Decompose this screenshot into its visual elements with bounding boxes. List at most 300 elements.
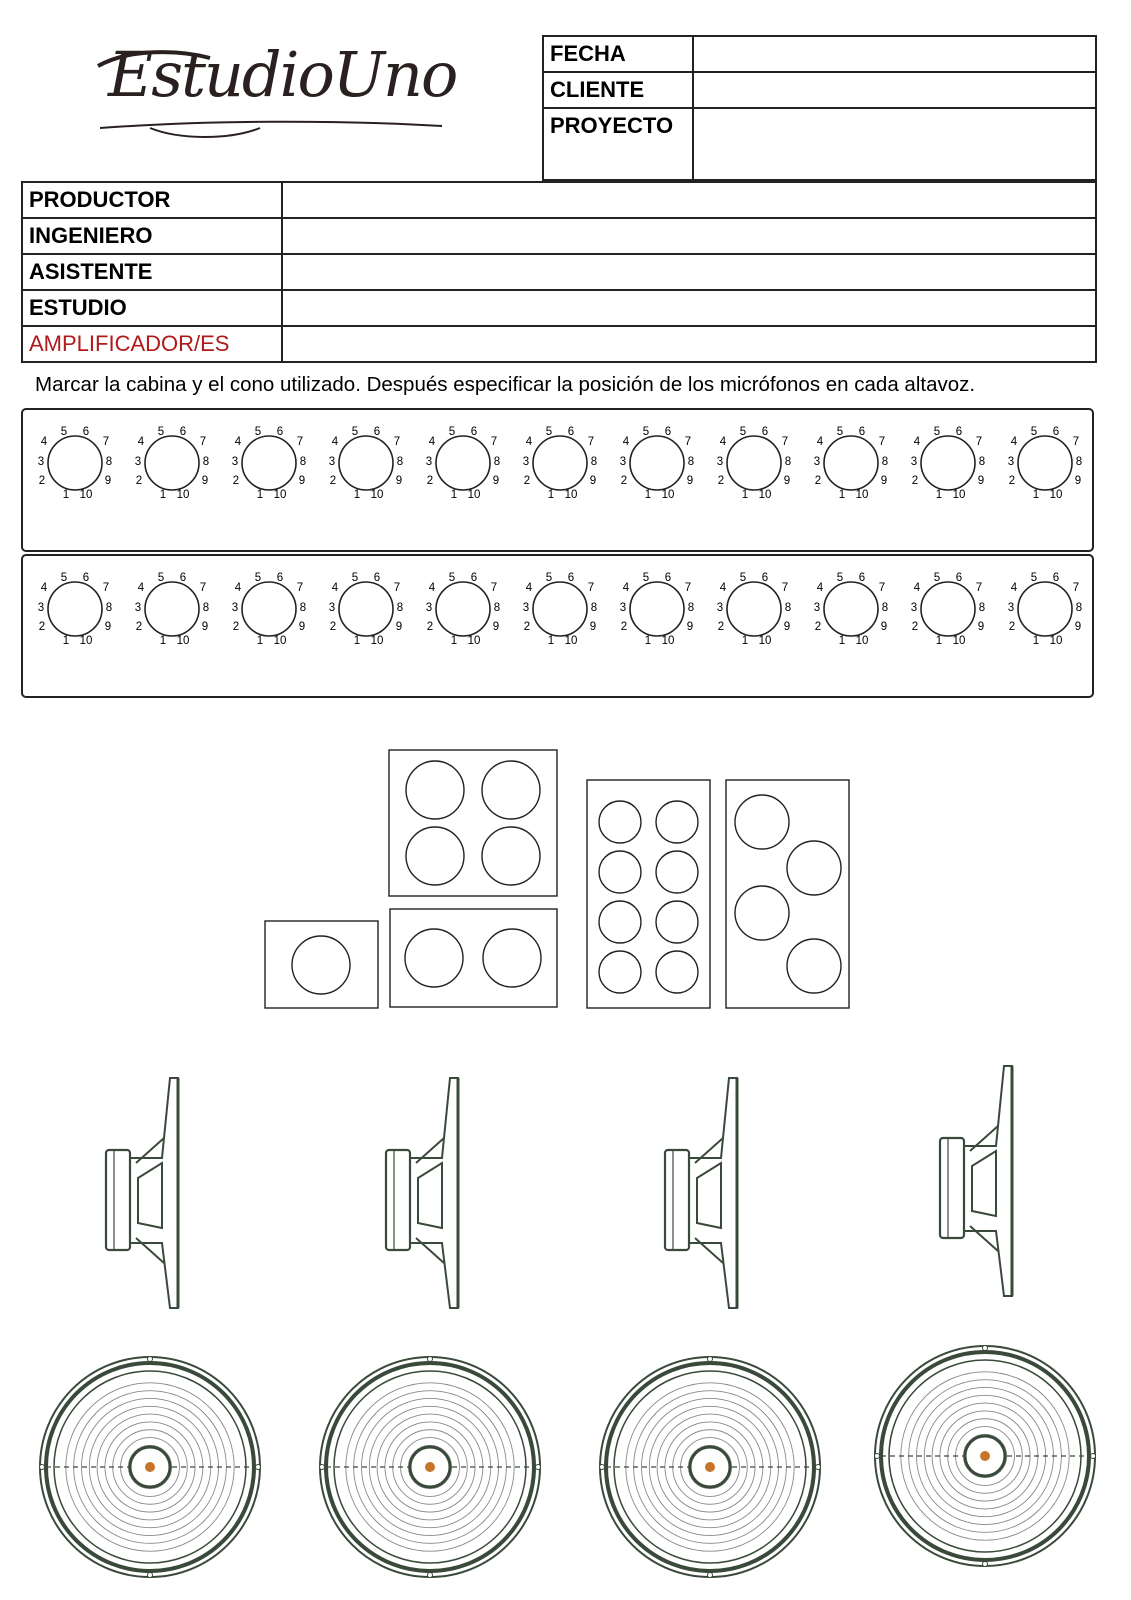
- amp-knob-dial[interactable]: [717, 426, 791, 501]
- dial-tick-label: 5: [739, 426, 747, 438]
- mount-hole: [256, 1465, 261, 1470]
- amp-knob-dial[interactable]: [1008, 426, 1082, 501]
- dial-tick-label: 3: [231, 602, 239, 614]
- dial-tick-label: 6: [470, 572, 478, 584]
- mount-hole: [148, 1357, 153, 1362]
- dial-tick-label: 7: [393, 436, 401, 448]
- dial-tick-label: 7: [199, 582, 207, 594]
- speaker-cone[interactable]: [656, 801, 698, 843]
- speaker-cone[interactable]: [599, 801, 641, 843]
- dial-tick-label: 9: [104, 621, 112, 633]
- dial-tick-label: 4: [137, 582, 145, 594]
- speaker-cone[interactable]: [406, 761, 464, 819]
- dial-tick-label: 9: [977, 475, 985, 487]
- amp-knob-dial[interactable]: [135, 426, 209, 501]
- dial-tick-label: 9: [686, 475, 694, 487]
- dial-tick-label: 1: [644, 489, 652, 501]
- dial-tick-label: 8: [202, 602, 210, 614]
- magnet: [386, 1150, 410, 1250]
- dial-tick-label: 3: [134, 456, 142, 468]
- cabinet-4x12[interactable]: [389, 750, 557, 896]
- cabinet-2x12[interactable]: [390, 909, 557, 1007]
- speaker-cone[interactable]: [483, 929, 541, 987]
- dust-cap: [980, 1451, 990, 1461]
- dial-tick-label: 9: [977, 621, 985, 633]
- amp-knob-dial[interactable]: [814, 426, 888, 501]
- dial-tick-label: 7: [102, 582, 110, 594]
- dial-tick-label: 7: [490, 436, 498, 448]
- amp-knob-dial[interactable]: [232, 572, 306, 647]
- dial-tick-label: 8: [687, 456, 695, 468]
- proyecto-label: PROYECTO: [543, 108, 693, 180]
- dial-tick-label: 10: [467, 489, 481, 501]
- speaker-cone[interactable]: [599, 851, 641, 893]
- dial-tick-label: 1: [1032, 635, 1040, 647]
- dial-tick-label: 5: [351, 426, 359, 438]
- dial-tick-label: 8: [978, 456, 986, 468]
- dial-tick-label: 3: [910, 456, 918, 468]
- dust-cap: [425, 1462, 435, 1472]
- dial-tick-label: 10: [79, 489, 93, 501]
- dial-tick-label: 1: [62, 489, 70, 501]
- dial-tick-label: 5: [545, 426, 553, 438]
- dial-tick-label: 9: [395, 475, 403, 487]
- dial-tick-label: 2: [717, 621, 725, 633]
- dial-tick-label: 6: [373, 572, 381, 584]
- dial-tick-label: 8: [202, 456, 210, 468]
- knob-circle[interactable]: [339, 436, 393, 490]
- dial-tick-label: 5: [60, 426, 68, 438]
- dial-tick-label: 9: [783, 475, 791, 487]
- dial-tick-label: 3: [716, 602, 724, 614]
- knob-circle[interactable]: [48, 436, 102, 490]
- dial-tick-label: 1: [838, 635, 846, 647]
- dial-tick-label: 4: [816, 582, 824, 594]
- dial-tick-label: 6: [858, 426, 866, 438]
- dial-tick-label: 1: [62, 635, 70, 647]
- dial-tick-label: 1: [741, 489, 749, 501]
- amplificador-label: AMPLIFICADOR/ES: [22, 326, 282, 362]
- knob-circle[interactable]: [145, 582, 199, 636]
- speaker-front-view[interactable]: [600, 1357, 821, 1578]
- knob-circle[interactable]: [727, 436, 781, 490]
- dial-tick-label: 3: [619, 602, 627, 614]
- amp-knob-dial[interactable]: [717, 572, 791, 647]
- dial-tick-label: 4: [137, 436, 145, 448]
- dial-tick-label: 10: [273, 635, 287, 647]
- dial-tick-label: 2: [426, 621, 434, 633]
- dial-tick-label: 8: [493, 456, 501, 468]
- fecha-label: FECHA: [543, 36, 693, 72]
- speaker-cone[interactable]: [787, 841, 841, 895]
- voice-coil: [697, 1163, 721, 1228]
- dial-tick-label: 4: [913, 582, 921, 594]
- dial-tick-label: 8: [105, 602, 113, 614]
- amp-knob-dial[interactable]: [523, 572, 597, 647]
- dial-tick-label: 1: [547, 635, 555, 647]
- knob-circle[interactable]: [630, 582, 684, 636]
- dial-tick-label: 6: [82, 572, 90, 584]
- dial-tick-label: 5: [448, 572, 456, 584]
- dial-tick-label: 9: [492, 475, 500, 487]
- dial-tick-label: 7: [1072, 582, 1080, 594]
- dial-tick-label: 4: [234, 436, 242, 448]
- dial-tick-label: 2: [38, 475, 46, 487]
- dial-tick-label: 5: [157, 426, 165, 438]
- dial-tick-label: 9: [1074, 475, 1082, 487]
- dial-tick-label: 6: [1052, 426, 1060, 438]
- voice-coil: [972, 1151, 996, 1216]
- knob-circle[interactable]: [436, 436, 490, 490]
- dial-tick-label: 10: [467, 635, 481, 647]
- amp-knob-dial[interactable]: [620, 426, 694, 501]
- amp-knob-dial[interactable]: [329, 572, 403, 647]
- dial-tick-label: 10: [758, 489, 772, 501]
- knob-circle[interactable]: [921, 436, 975, 490]
- dial-tick-label: 7: [781, 582, 789, 594]
- dial-tick-label: 1: [159, 635, 167, 647]
- knob-circle[interactable]: [48, 582, 102, 636]
- speaker-front-view[interactable]: [320, 1357, 541, 1578]
- knob-circle[interactable]: [242, 436, 296, 490]
- dial-tick-label: 2: [1008, 475, 1016, 487]
- dial-tick-label: 3: [425, 456, 433, 468]
- dial-tick-label: 4: [719, 582, 727, 594]
- voice-coil: [138, 1163, 162, 1228]
- mount-hole: [148, 1573, 153, 1578]
- dial-tick-label: 6: [567, 426, 575, 438]
- dial-tick-label: 10: [273, 489, 287, 501]
- mount-hole: [536, 1465, 541, 1470]
- speaker-cone[interactable]: [599, 951, 641, 993]
- dial-tick-label: 7: [393, 582, 401, 594]
- speaker-cone[interactable]: [406, 827, 464, 885]
- mount-hole: [600, 1465, 605, 1470]
- mount-hole: [708, 1573, 713, 1578]
- dial-tick-label: 8: [590, 602, 598, 614]
- ingeniero-label: INGENIERO: [22, 218, 282, 254]
- dial-tick-label: 5: [933, 426, 941, 438]
- cabinet-1x12[interactable]: [265, 921, 378, 1008]
- dial-tick-label: 8: [1075, 456, 1083, 468]
- dial-tick-label: 5: [1030, 426, 1038, 438]
- dial-tick-label: 8: [687, 602, 695, 614]
- dial-tick-label: 9: [104, 475, 112, 487]
- dial-tick-label: 6: [276, 426, 284, 438]
- dial-tick-label: 1: [353, 635, 361, 647]
- dial-tick-label: 6: [955, 426, 963, 438]
- dial-tick-label: 10: [952, 635, 966, 647]
- dial-tick-label: 4: [331, 582, 339, 594]
- speaker-side-view[interactable]: [940, 1066, 1012, 1296]
- dust-cap: [145, 1462, 155, 1472]
- amp-knob-dial[interactable]: [620, 572, 694, 647]
- dial-tick-label: 3: [328, 602, 336, 614]
- speaker-cone[interactable]: [656, 851, 698, 893]
- dial-tick-label: 7: [1072, 436, 1080, 448]
- dial-tick-label: 8: [784, 456, 792, 468]
- dial-tick-label: 7: [587, 582, 595, 594]
- dial-tick-label: 8: [978, 602, 986, 614]
- dial-tick-label: 1: [450, 635, 458, 647]
- dial-tick-label: 7: [296, 582, 304, 594]
- dial-tick-label: 8: [1075, 602, 1083, 614]
- dial-tick-label: 10: [564, 489, 578, 501]
- dial-tick-label: 3: [813, 602, 821, 614]
- mount-hole: [816, 1465, 821, 1470]
- dial-tick-label: 8: [299, 602, 307, 614]
- dial-tick-label: 8: [299, 456, 307, 468]
- mount-hole: [320, 1465, 325, 1470]
- dial-tick-label: 7: [878, 582, 886, 594]
- dial-tick-label: 4: [234, 582, 242, 594]
- dial-tick-label: 10: [176, 635, 190, 647]
- knob-circle[interactable]: [436, 582, 490, 636]
- dial-tick-label: 7: [296, 436, 304, 448]
- amp-knob-dial[interactable]: [814, 572, 888, 647]
- dial-tick-label: 5: [642, 426, 650, 438]
- knob-circle[interactable]: [1018, 436, 1072, 490]
- dial-tick-label: 2: [523, 621, 531, 633]
- dial-tick-label: 6: [373, 426, 381, 438]
- dial-tick-label: 9: [1074, 621, 1082, 633]
- amp-knob-dial[interactable]: [911, 572, 985, 647]
- knob-circle[interactable]: [824, 436, 878, 490]
- dial-tick-label: 3: [1007, 602, 1015, 614]
- dial-tick-label: 9: [783, 621, 791, 633]
- dial-tick-label: 7: [975, 436, 983, 448]
- dial-tick-label: 7: [587, 436, 595, 448]
- productor-label: PRODUCTOR: [22, 182, 282, 218]
- speaker-cone[interactable]: [405, 929, 463, 987]
- dial-tick-label: 4: [622, 436, 630, 448]
- dial-tick-label: 1: [1032, 489, 1040, 501]
- speaker-side-view[interactable]: [665, 1078, 737, 1308]
- mount-hole: [983, 1346, 988, 1351]
- dial-tick-label: 5: [836, 572, 844, 584]
- dial-tick-label: 10: [855, 635, 869, 647]
- dial-tick-label: 5: [933, 572, 941, 584]
- dial-tick-label: 10: [1049, 489, 1063, 501]
- dial-tick-label: 3: [37, 456, 45, 468]
- dial-tick-label: 1: [935, 489, 943, 501]
- amp-knob-dial[interactable]: [232, 426, 306, 501]
- speaker-cone[interactable]: [787, 939, 841, 993]
- dial-tick-label: 6: [470, 426, 478, 438]
- dust-cap: [705, 1462, 715, 1472]
- dial-tick-label: 1: [159, 489, 167, 501]
- dial-tick-label: 1: [353, 489, 361, 501]
- knob-circle[interactable]: [921, 582, 975, 636]
- dial-tick-label: 4: [816, 436, 824, 448]
- dial-tick-label: 2: [135, 621, 143, 633]
- dial-tick-label: 7: [975, 582, 983, 594]
- dial-tick-label: 2: [620, 475, 628, 487]
- dial-tick-label: 1: [547, 489, 555, 501]
- dial-tick-label: 6: [179, 426, 187, 438]
- knob-circle[interactable]: [533, 436, 587, 490]
- dial-tick-label: 10: [176, 489, 190, 501]
- dial-tick-label: 2: [232, 621, 240, 633]
- dial-tick-label: 6: [761, 426, 769, 438]
- dial-tick-label: 3: [813, 456, 821, 468]
- dial-tick-label: 6: [567, 572, 575, 584]
- dial-tick-label: 8: [493, 602, 501, 614]
- dial-tick-label: 6: [276, 572, 284, 584]
- dial-tick-label: 6: [858, 572, 866, 584]
- dial-tick-label: 6: [1052, 572, 1060, 584]
- knob-circle[interactable]: [145, 436, 199, 490]
- dial-tick-label: 3: [1007, 456, 1015, 468]
- speaker-side-view[interactable]: [386, 1078, 458, 1308]
- dial-tick-label: 7: [781, 436, 789, 448]
- dial-tick-label: 3: [910, 602, 918, 614]
- knob-circle[interactable]: [727, 582, 781, 636]
- dial-tick-label: 2: [620, 621, 628, 633]
- dial-tick-label: 6: [179, 572, 187, 584]
- instructions-text: Marcar la cabina y el cono utilizado. Después especificar la posición de los micrófonos en cada altavoz.: [35, 373, 976, 396]
- cabinet-8x10[interactable]: [587, 780, 710, 1008]
- dial-tick-label: 7: [490, 582, 498, 594]
- dial-tick-label: 3: [425, 602, 433, 614]
- dial-tick-label: 5: [448, 426, 456, 438]
- speaker-front-view[interactable]: [40, 1357, 261, 1578]
- dial-tick-label: 2: [1008, 621, 1016, 633]
- speaker-cone[interactable]: [656, 951, 698, 993]
- dial-tick-label: 5: [1030, 572, 1038, 584]
- dial-tick-label: 5: [739, 572, 747, 584]
- dial-tick-label: 3: [231, 456, 239, 468]
- dial-tick-label: 10: [952, 489, 966, 501]
- dial-tick-label: 10: [564, 635, 578, 647]
- cliente-label: CLIENTE: [543, 72, 693, 108]
- dial-tick-label: 2: [426, 475, 434, 487]
- dial-tick-label: 10: [661, 635, 675, 647]
- dial-tick-label: 5: [836, 426, 844, 438]
- dial-tick-label: 7: [684, 582, 692, 594]
- dial-tick-label: 9: [880, 621, 888, 633]
- cabinet-4x12-staggered[interactable]: [726, 780, 849, 1008]
- mount-hole: [40, 1465, 45, 1470]
- dial-tick-label: 2: [814, 621, 822, 633]
- speaker-cone[interactable]: [482, 827, 540, 885]
- dial-tick-label: 4: [525, 436, 533, 448]
- dial-tick-label: 5: [60, 572, 68, 584]
- voice-coil: [418, 1163, 442, 1228]
- dial-tick-label: 2: [329, 621, 337, 633]
- dial-tick-label: 3: [37, 602, 45, 614]
- mount-hole: [1091, 1454, 1096, 1459]
- dial-tick-label: 8: [881, 602, 889, 614]
- dial-tick-label: 1: [450, 489, 458, 501]
- mount-hole: [428, 1357, 433, 1362]
- amp-knob-dial[interactable]: [1008, 572, 1082, 647]
- estudio-label: ESTUDIO: [22, 290, 282, 326]
- dial-tick-label: 3: [619, 456, 627, 468]
- knob-circle[interactable]: [630, 436, 684, 490]
- dial-tick-label: 2: [717, 475, 725, 487]
- dial-tick-label: 7: [684, 436, 692, 448]
- dial-tick-label: 9: [492, 621, 500, 633]
- dial-tick-label: 10: [1049, 635, 1063, 647]
- knob-circle[interactable]: [339, 582, 393, 636]
- amp-knob-dial[interactable]: [426, 572, 500, 647]
- dial-tick-label: 9: [201, 475, 209, 487]
- dial-tick-label: 2: [232, 475, 240, 487]
- amp-knob-dial[interactable]: [426, 426, 500, 501]
- mount-hole: [875, 1454, 880, 1459]
- magnet: [665, 1150, 689, 1250]
- dial-tick-label: 2: [523, 475, 531, 487]
- knob-circle[interactable]: [242, 582, 296, 636]
- speaker-side-view[interactable]: [106, 1078, 178, 1308]
- dial-tick-label: 4: [331, 436, 339, 448]
- dial-tick-label: 7: [102, 436, 110, 448]
- dial-tick-label: 8: [396, 602, 404, 614]
- amp-knob-dial[interactable]: [38, 426, 112, 501]
- dial-tick-label: 4: [913, 436, 921, 448]
- dial-tick-label: 2: [38, 621, 46, 633]
- dial-tick-label: 4: [1010, 582, 1018, 594]
- speaker-front-view[interactable]: [875, 1346, 1096, 1567]
- speaker-cone[interactable]: [656, 901, 698, 943]
- dial-tick-label: 1: [256, 489, 264, 501]
- mount-hole: [708, 1357, 713, 1362]
- dial-tick-label: 7: [878, 436, 886, 448]
- speaker-cone[interactable]: [599, 901, 641, 943]
- dial-tick-label: 4: [428, 436, 436, 448]
- dial-tick-label: 3: [522, 456, 530, 468]
- speaker-cone[interactable]: [735, 795, 789, 849]
- mount-hole: [428, 1573, 433, 1578]
- dial-tick-label: 8: [881, 456, 889, 468]
- dial-tick-label: 8: [396, 456, 404, 468]
- dial-tick-label: 8: [105, 456, 113, 468]
- dial-tick-label: 9: [880, 475, 888, 487]
- knob-circle[interactable]: [533, 582, 587, 636]
- dial-tick-label: 4: [622, 582, 630, 594]
- amp-knob-dial[interactable]: [135, 572, 209, 647]
- amp-knob-dial[interactable]: [38, 572, 112, 647]
- dial-tick-label: 5: [351, 572, 359, 584]
- amp-knob-dial[interactable]: [329, 426, 403, 501]
- dial-tick-label: 10: [370, 489, 384, 501]
- dial-tick-label: 3: [328, 456, 336, 468]
- dial-tick-label: 9: [686, 621, 694, 633]
- asistente-label: ASISTENTE: [22, 254, 282, 290]
- dial-tick-label: 2: [911, 621, 919, 633]
- dial-tick-label: 5: [254, 426, 262, 438]
- dial-tick-label: 4: [40, 436, 48, 448]
- dial-tick-label: 4: [40, 582, 48, 594]
- amp-knob-dial[interactable]: [911, 426, 985, 501]
- knob-circle[interactable]: [1018, 582, 1072, 636]
- knob-circle[interactable]: [824, 582, 878, 636]
- speaker-cone[interactable]: [735, 886, 789, 940]
- dial-tick-label: 3: [716, 456, 724, 468]
- amp-knob-dial[interactable]: [523, 426, 597, 501]
- dial-tick-label: 10: [370, 635, 384, 647]
- dial-tick-label: 6: [82, 426, 90, 438]
- speaker-cone[interactable]: [482, 761, 540, 819]
- dial-tick-label: 9: [201, 621, 209, 633]
- dial-tick-label: 1: [741, 635, 749, 647]
- dial-tick-label: 2: [329, 475, 337, 487]
- dial-tick-label: 9: [298, 475, 306, 487]
- dial-tick-label: 2: [135, 475, 143, 487]
- dial-tick-label: 4: [1010, 436, 1018, 448]
- speaker-cone[interactable]: [292, 936, 350, 994]
